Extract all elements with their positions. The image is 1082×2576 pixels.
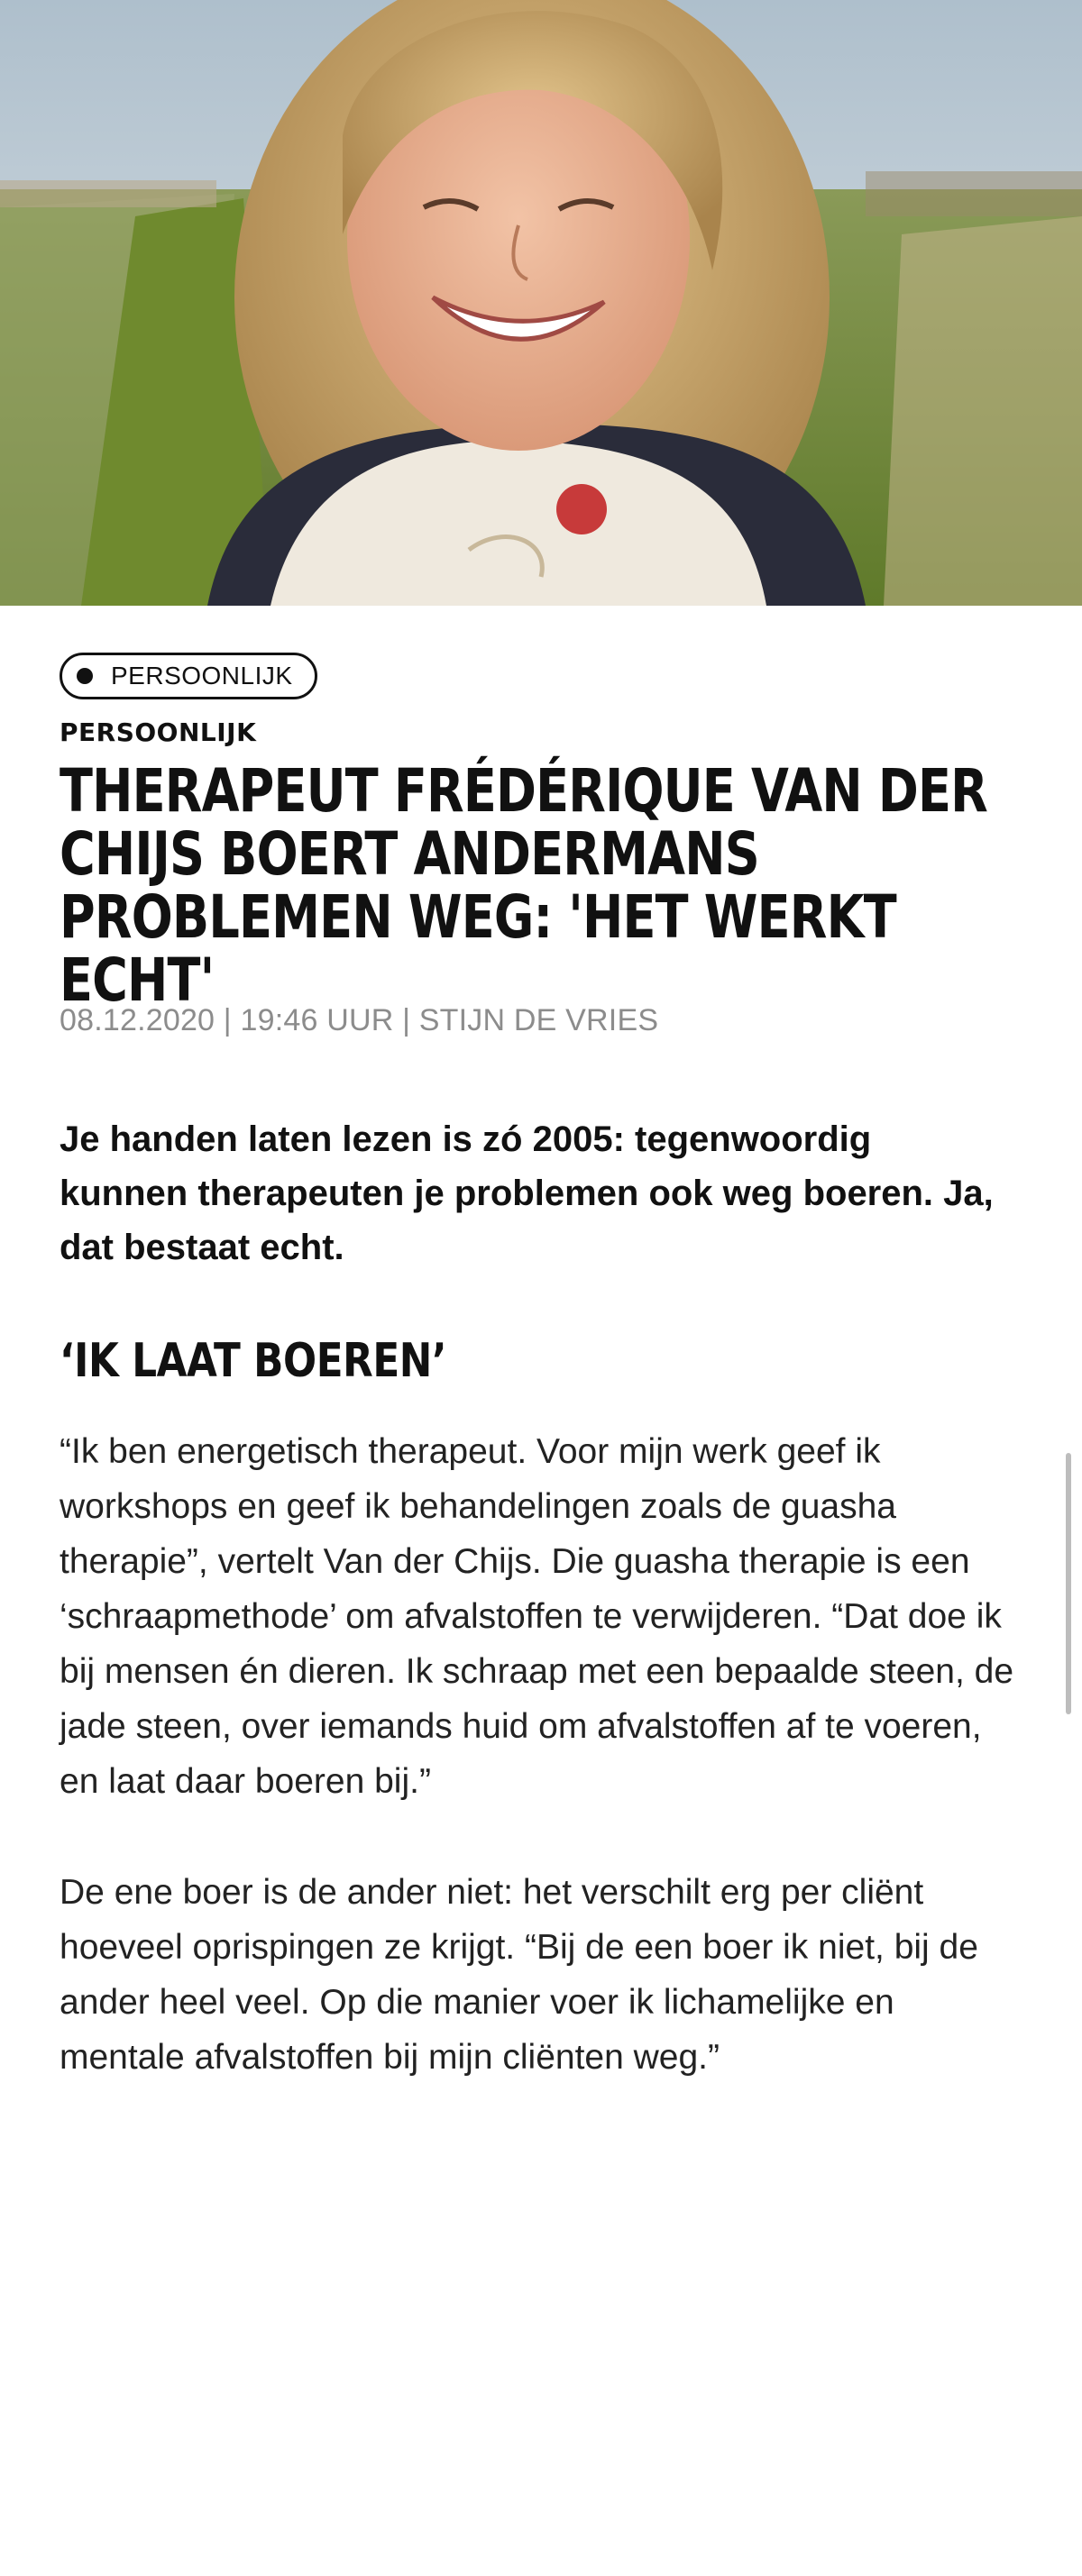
- article-lead: Je handen laten lezen is zó 2005: tegenwoordig kunnen therapeuten je problemen ook weg boeren. Ja, dat bestaat echt.: [60, 1119, 994, 1267]
- scrollbar[interactable]: [1066, 1453, 1071, 1714]
- portrait-photo-icon: [0, 0, 1082, 606]
- tag-pill[interactable]: [60, 653, 317, 699]
- article-title: THERAPEUT FRÉDÉRIQUE VAN DER CHIJS BOERT ANDERMANS PROBLEMEN WEG: 'HET WERKT ECHT': [60, 756, 987, 1015]
- article-paragraph: De ene boer is de ander niet: het verschilt erg per cliënt hoeveel oprispingen ze krijgt. “Bij de een boer ik niet, bij de ander heel veel. Op die manier voer ik lichamelijke en mentale afvalstoffen bij mijn cliënten weg.”: [60, 1873, 978, 2077]
- article-subhead: ‘IK LAAT BOEREN’: [60, 1334, 447, 1388]
- article-paragraph: “Ik ben energetisch therapeut. Voor mijn werk geef ik workshops en geef ik behandelingen zoals de guasha therapie”, vertelt Van der Chijs. Die guasha therapie is een ‘schraapmethode’ om afvalstoffen te verwijderen. “Dat doe ik bij mensen én dieren. Ik schraap met een bepaalde steen, de jade steen, over iemands huid om afvalstoffen af te voeren, en laat daar boeren bij.”: [60, 1432, 1014, 1801]
- article-category: PERSOONLIJK: [60, 717, 257, 747]
- article: [60, 653, 1024, 2120]
- dot-icon: [77, 668, 93, 684]
- tag-label: PERSOONLIJK: [111, 662, 293, 690]
- hero-image: [0, 0, 1082, 606]
- article-meta: 08.12.2020 | 19:46 UUR | STIJN DE VRIES: [60, 1003, 659, 1037]
